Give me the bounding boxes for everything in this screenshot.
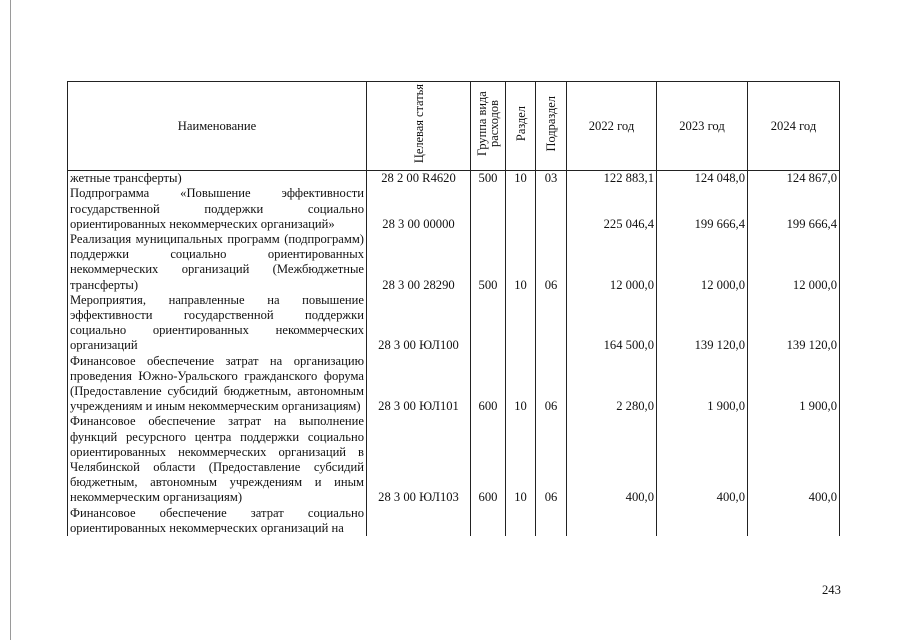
- row-subsection: 06: [536, 354, 567, 415]
- header-subsection: Подраздел: [536, 82, 567, 171]
- row-2023: 12 000,0: [657, 232, 748, 293]
- table-row: [68, 293, 840, 354]
- row-2023: 400,0: [657, 414, 748, 505]
- row-subsection: 06: [536, 414, 567, 505]
- row-2024: 124 867,0: [748, 171, 840, 187]
- table-header-row: [68, 82, 840, 171]
- row-group: [471, 506, 506, 536]
- row-2024: 1 900,0: [748, 354, 840, 415]
- row-group: 500: [471, 171, 506, 187]
- table-row: [68, 186, 840, 232]
- header-2022: 2022 год: [567, 82, 657, 171]
- row-2022: 400,0: [567, 414, 657, 505]
- row-subsection: [536, 506, 567, 536]
- row-section: [506, 506, 536, 536]
- table-row: [68, 354, 840, 415]
- row-name: Реализация муниципальных программ (подпрограмм) поддержки социально ориентированных некоммерческих организаций (Межбюджетные трансферты): [68, 232, 367, 293]
- row-name: Финансовое обеспечение затрат на выполнение функций ресурсного центра поддержки социально ориентированных некоммерческих организаций в Челябинской области (Предоставление субсидий бюджетным, автономным учреждениям и иным некоммерческим организациям): [68, 414, 367, 505]
- row-name: Финансовое обеспечение затрат на организацию проведения Южно-Уральского гражданского форума (Предоставление субсидий бюджетным, автономным учреждениям и иным некоммерческим организациям): [68, 354, 367, 415]
- row-code: 28 3 00 ЮЛ101: [367, 354, 471, 415]
- row-code: 28 3 00 28290: [367, 232, 471, 293]
- row-section: 10: [506, 414, 536, 505]
- row-code: 28 2 00 R4620: [367, 171, 471, 187]
- row-code: 28 3 00 ЮЛ103: [367, 414, 471, 505]
- row-section: [506, 293, 536, 354]
- budget-table: [67, 81, 840, 536]
- row-group: 500: [471, 232, 506, 293]
- row-section: 10: [506, 171, 536, 187]
- table-row: [68, 171, 840, 187]
- row-group: [471, 293, 506, 354]
- row-2023: 1 900,0: [657, 354, 748, 415]
- row-name: Финансовое обеспечение затрат социально ориентированных некоммерческих организаций на: [68, 506, 367, 536]
- row-name: Подпрограмма «Повышение эффективности государственной поддержки социально ориентированных некоммерческих организаций»: [68, 186, 367, 232]
- row-group: 600: [471, 354, 506, 415]
- row-2023: 199 666,4: [657, 186, 748, 232]
- row-2024: 139 120,0: [748, 293, 840, 354]
- row-code: 28 3 00 00000: [367, 186, 471, 232]
- page-number: 243: [822, 583, 841, 597]
- row-subsection: 03: [536, 171, 567, 187]
- header-name: Наименование: [68, 82, 367, 171]
- row-subsection: 06: [536, 232, 567, 293]
- row-section: 10: [506, 232, 536, 293]
- row-subsection: [536, 293, 567, 354]
- row-2024: 199 666,4: [748, 186, 840, 232]
- header-group: Группа вида расходов: [471, 82, 506, 171]
- header-2023: 2023 год: [657, 82, 748, 171]
- row-2022: [567, 506, 657, 536]
- row-2024: [748, 506, 840, 536]
- table-row: [68, 506, 840, 536]
- header-2024: 2024 год: [748, 82, 840, 171]
- row-group: [471, 186, 506, 232]
- row-group: 600: [471, 414, 506, 505]
- table-row: [68, 232, 840, 293]
- page-edge-line: [10, 0, 11, 640]
- row-2022: 2 280,0: [567, 354, 657, 415]
- row-code: [367, 506, 471, 536]
- row-section: 10: [506, 354, 536, 415]
- row-name: Мероприятия, направленные на повышение эффективности государственной поддержки социально ориентированных некоммерческих организаций: [68, 293, 367, 354]
- row-2022: 164 500,0: [567, 293, 657, 354]
- header-section: Раздел: [506, 82, 536, 171]
- row-subsection: [536, 186, 567, 232]
- table-row: [68, 414, 840, 505]
- row-2023: [657, 506, 748, 536]
- row-2024: 12 000,0: [748, 232, 840, 293]
- row-code: 28 3 00 ЮЛ100: [367, 293, 471, 354]
- row-2022: 122 883,1: [567, 171, 657, 187]
- row-2023: 139 120,0: [657, 293, 748, 354]
- header-code: Целевая статья: [367, 82, 471, 171]
- row-2024: 400,0: [748, 414, 840, 505]
- row-2022: 225 046,4: [567, 186, 657, 232]
- row-2023: 124 048,0: [657, 171, 748, 187]
- row-name: жетные трансферты): [68, 171, 367, 187]
- row-section: [506, 186, 536, 232]
- row-2022: 12 000,0: [567, 232, 657, 293]
